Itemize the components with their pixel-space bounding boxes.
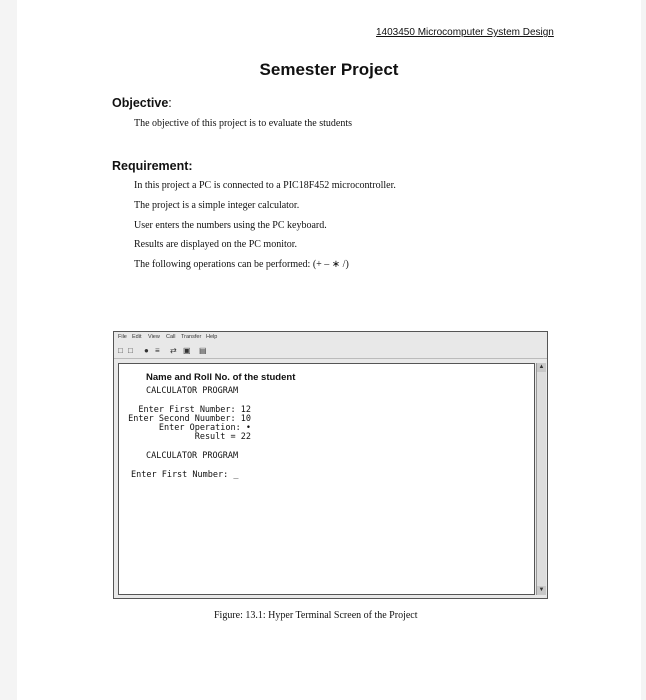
requirement-heading: Requirement:: [112, 159, 193, 173]
objective-text: The objective of this project is to evaluate the students: [134, 118, 352, 129]
open-icon[interactable]: □: [128, 346, 133, 355]
requirement-line: User enters the numbers using the PC keyboard.: [134, 220, 327, 231]
terminal-line: Enter First Number: _: [131, 470, 239, 480]
hyper-terminal-window: [113, 331, 548, 599]
toolbar: [114, 344, 547, 359]
scroll-down-icon[interactable]: ▼: [538, 587, 545, 593]
figure-caption: Figure: 13.1: Hyper Terminal Screen of the Project: [214, 610, 418, 621]
menu-call[interactable]: Call: [166, 334, 176, 340]
disconnect-icon[interactable]: ●: [144, 346, 149, 355]
send-icon[interactable]: ⇄: [170, 346, 177, 355]
menu-help[interactable]: Help: [206, 334, 218, 340]
scroll-up-icon[interactable]: ▲: [538, 364, 545, 370]
menu-transfer[interactable]: Transfer: [181, 334, 202, 340]
vertical-scrollbar[interactable]: [536, 363, 546, 595]
receive-icon[interactable]: ▣: [183, 346, 191, 355]
student-name-line: Name and Roll No. of the student: [146, 372, 296, 383]
menu-edit[interactable]: Edit: [132, 334, 142, 340]
document-page: [17, 0, 641, 700]
terminal-line: CALCULATOR PROGRAM: [146, 386, 239, 396]
requirement-line: The project is a simple integer calculator.: [134, 200, 300, 211]
menu-view[interactable]: View: [148, 334, 160, 340]
terminal-line: Enter Second Nuumber: 10: [128, 414, 251, 424]
menu-file[interactable]: File: [118, 334, 127, 340]
requirement-line: The following operations can be performed: (+ – ∗ /): [134, 259, 349, 270]
objective-heading: Objective:: [112, 96, 172, 110]
menu-bar: [114, 332, 547, 343]
requirement-line: Results are displayed on the PC monitor.: [134, 239, 298, 250]
properties-icon[interactable]: ▤: [199, 346, 207, 355]
page-title: Semester Project: [259, 60, 399, 79]
terminal-line: Enter Operation: •: [158, 423, 251, 433]
terminal-line: CALCULATOR PROGRAM: [146, 451, 239, 461]
course-header: 1403450 Microcomputer System Design: [376, 27, 554, 38]
terminal-line: Result = 22: [194, 432, 251, 442]
terminal-screen[interactable]: [118, 363, 535, 595]
requirement-line: In this project a PC is connected to a PIC18F452 microcontroller.: [134, 180, 396, 191]
new-icon[interactable]: □: [118, 346, 123, 355]
call-icon[interactable]: ≡: [155, 346, 160, 355]
terminal-line: Enter First Number: 12: [138, 405, 251, 415]
